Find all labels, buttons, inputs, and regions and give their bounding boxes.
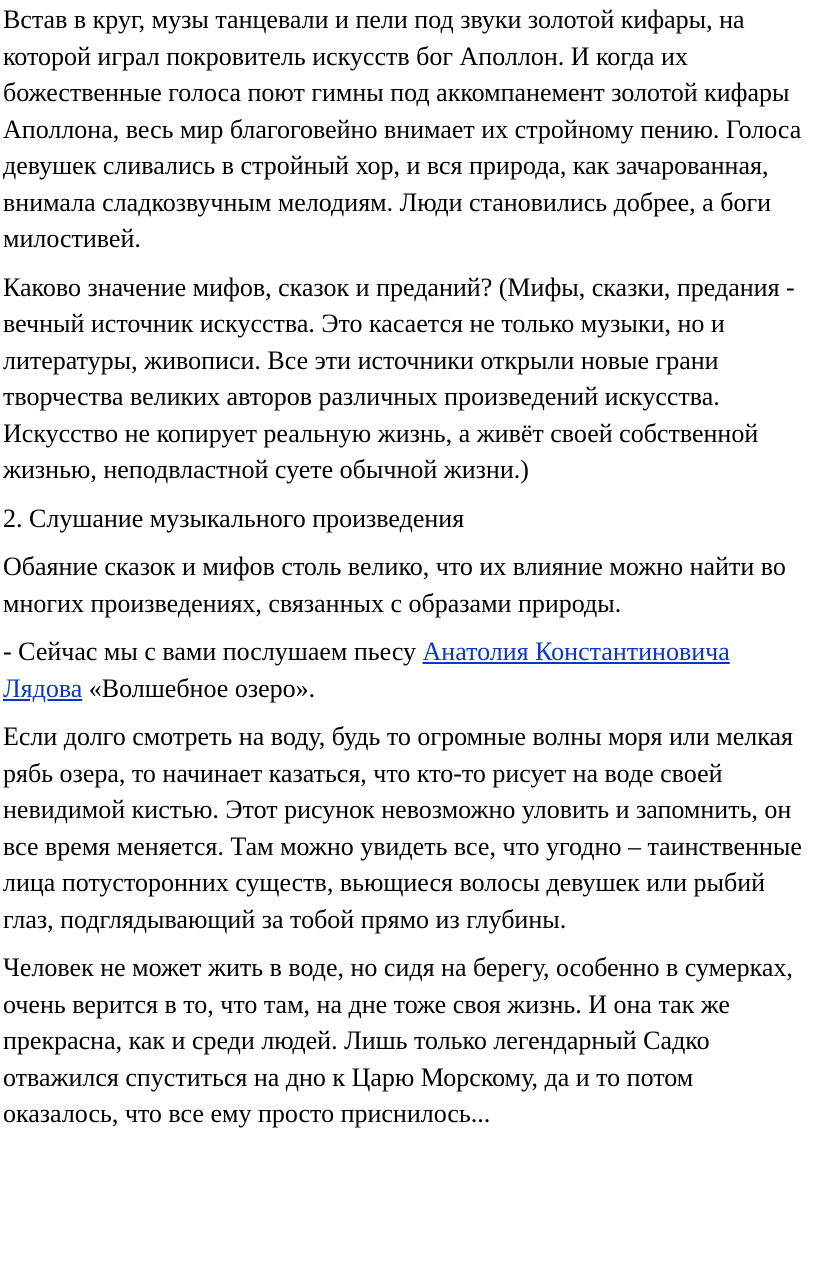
section-heading: 2. Слушание музыкального произведения bbox=[3, 503, 465, 533]
paragraph-charm-of-tales: Обаяние сказок и мифов столь велико, что их влияние можно найти во многих произведениях, связанных с образами природы. bbox=[3, 552, 786, 618]
piece-title-text: «Волшебное озеро». bbox=[82, 673, 316, 703]
paragraph-listen-piece bbox=[3, 634, 808, 707]
paragraph-sadko: Человек не может жить в воде, но сидя на берегу, особенно в сумерках, очень верится в то, что там, на дне тоже своя жизнь. И она так же прекрасна, как и среди людей. Лишь только легендарный Садко отважился спуститься на дно к Царю Морскому, да и то потом оказалось, что все ему просто приснилось... bbox=[3, 953, 793, 1128]
composer-link[interactable]: Анатолия Константиновича Лядова bbox=[3, 637, 730, 703]
listen-intro-text: - Сейчас мы с вами послушаем пьесу bbox=[3, 637, 423, 666]
paragraph-muses: Встав в круг, музы танцевали и пели под звуки золотой кифары, на которой играл покровитель искусств бог Аполлон. И когда их божественные голоса поют гимны под аккомпанемент золотой кифары Аполлона, весь мир благоговейно внимает их стройному пению. Голоса девушек сливались в стройный хор, и вся природа, как зачарованная, внимала сладкозвучным мелодиям. Люди становились добрее, а боги милостивей. bbox=[3, 5, 802, 253]
paragraph-myths-meaning: Каково значение мифов, сказок и преданий? (Мифы, сказки, предания - вечный источник искусства. Это касается не только музыки, но и литературы, живописи. Все эти источники открыли новые грани творчества великих авторов различных произведений искусства. Искусство не копирует реальную жизнь, а живёт своей собственной жизнью, неподвластной суете обычной жизни.) bbox=[3, 272, 795, 484]
paragraph-water-drawing: Если долго смотреть на воду, будь то огромные волны моря или мелкая рябь озера, то начинает казаться, что кто-то рисует на воде своей невидимой кистью. Этот рисунок невозможно уловить и запомнить, он все время меняется. Там можно увидеть все, что угодно – таинственные лица потусторонних существ, вьющиеся волосы девушек или рыбий глаз, подглядывающий за тобой прямо из глубины. bbox=[3, 722, 802, 934]
